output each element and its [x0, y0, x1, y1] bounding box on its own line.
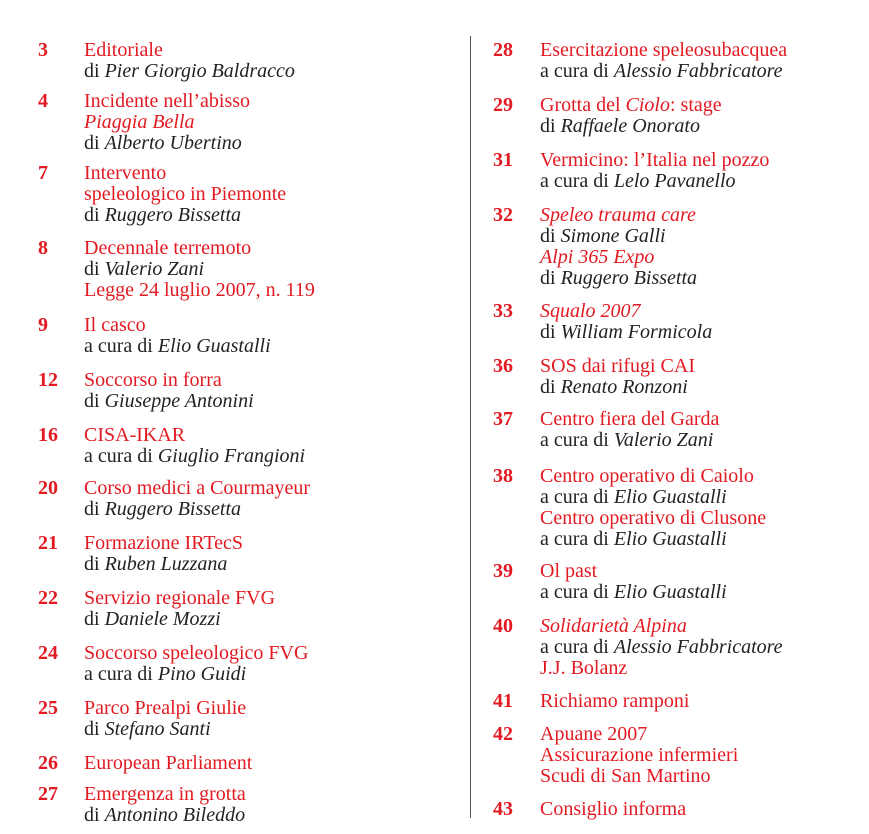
title-text: Solidarietà Alpina [540, 615, 687, 637]
title-text: Scudi di San Martino [540, 765, 711, 787]
entry-body [540, 561, 727, 603]
entry-body [84, 784, 246, 826]
author-name: Ruggero Bissetta [104, 498, 242, 520]
page-number: 12 [38, 369, 58, 391]
author-name: Elio Guastalli [613, 486, 727, 508]
entry-body [84, 238, 315, 301]
title-text: Alpi 365 Expo [540, 246, 655, 268]
author-prefix: a cura di [540, 60, 609, 82]
page-number: 25 [38, 697, 58, 719]
entry-body [84, 425, 305, 467]
entry-title [84, 478, 310, 499]
entry-body [540, 691, 689, 712]
author-prefix: a cura di [540, 581, 609, 603]
entry-body [84, 40, 295, 82]
title-text: CISA-IKAR [84, 424, 186, 446]
author-prefix: di [84, 718, 100, 740]
author-prefix: di [84, 553, 100, 575]
entry-author [84, 336, 271, 357]
page-number: 4 [38, 90, 48, 112]
author-name: Alessio Fabbricatore [613, 60, 783, 82]
entry-title [84, 163, 286, 184]
entry-author [540, 226, 697, 247]
author-name: Ruggero Bissetta [104, 204, 242, 226]
entry-body [540, 466, 766, 550]
entry-title [84, 238, 315, 259]
author-prefix: a cura di [540, 170, 609, 192]
title-text: Emergenza in grotta [84, 783, 246, 805]
author-name: Alberto Ubertino [104, 132, 242, 154]
author-prefix: di [84, 608, 100, 630]
entry-title [84, 784, 246, 805]
entry-title [540, 616, 783, 637]
entry-author [540, 116, 722, 137]
author-prefix: di [540, 115, 556, 137]
title-text: Servizio regionale FVG [84, 587, 276, 609]
author-name: Elio Guastalli [157, 335, 271, 357]
entry-author [540, 322, 712, 343]
author-name: Raffaele Onorato [560, 115, 700, 137]
title-text: Vermicino: l’Italia nel pozzo [540, 149, 770, 171]
author-name: Giuseppe Antonini [104, 390, 254, 412]
entry-body [540, 616, 783, 679]
entry-body [540, 799, 686, 820]
author-prefix: a cura di [84, 335, 153, 357]
title-text: Esercitazione speleosubacquea [540, 39, 788, 61]
author-prefix: a cura di [540, 636, 609, 658]
entry-author [540, 487, 766, 508]
title-text: European Parliament [84, 752, 253, 774]
author-prefix: a cura di [84, 445, 153, 467]
title-text: Il casco [84, 314, 146, 336]
title-text: Speleo trauma care [540, 204, 696, 226]
entry-author [84, 554, 243, 575]
entry-body [540, 356, 695, 398]
title-italic-part: Ciolo [625, 94, 670, 116]
entry-title [540, 356, 695, 377]
author-prefix: di [84, 132, 100, 154]
title-text: Centro operativo di Caiolo [540, 465, 754, 487]
entry-body [84, 753, 252, 774]
entry-title [540, 301, 712, 322]
page-number: 7 [38, 162, 48, 184]
entry-title [84, 315, 271, 336]
author-name: Valerio Zani [104, 258, 205, 280]
entry-title [84, 588, 275, 609]
page-number: 33 [493, 300, 513, 322]
entry-title [540, 766, 738, 787]
title-text: Piaggia Bella [84, 111, 195, 133]
entry-title [540, 745, 738, 766]
author-prefix: a cura di [540, 528, 609, 550]
entry-author [84, 205, 286, 226]
author-prefix: di [84, 804, 100, 826]
title-text: Parco Prealpi Giulie [84, 697, 247, 719]
author-prefix: a cura di [84, 663, 153, 685]
page-number: 27 [38, 783, 58, 805]
entry-author [540, 582, 727, 603]
author-name: Pino Guidi [157, 663, 247, 685]
entry-author [84, 133, 250, 154]
entry-title [540, 409, 719, 430]
author-prefix: di [84, 390, 100, 412]
entry-author [540, 268, 697, 289]
entry-title [84, 184, 286, 205]
entry-author [540, 430, 719, 451]
author-prefix: di [540, 225, 556, 247]
page-number: 28 [493, 39, 513, 61]
title-text: Formazione IRTecS [84, 532, 244, 554]
entry-body [540, 724, 738, 787]
entry-author [84, 719, 246, 740]
author-prefix: a cura di [540, 429, 609, 451]
entry-body [84, 478, 310, 520]
entry-title [540, 724, 738, 745]
title-text: Corso medici a Courmayeur [84, 477, 311, 499]
author-name: Lelo Pavanello [613, 170, 736, 192]
title-text: Legge 24 luglio 2007, n. 119 [84, 279, 315, 301]
author-name: Alessio Fabbricatore [613, 636, 783, 658]
author-prefix: di [84, 498, 100, 520]
entry-author [540, 171, 769, 192]
page-number: 16 [38, 424, 58, 446]
author-name: Daniele Mozzi [104, 608, 221, 630]
author-name: Pier Giorgio Baldracco [104, 60, 295, 82]
author-name: Simone Galli [560, 225, 666, 247]
entry-author [84, 61, 295, 82]
entry-body [84, 698, 246, 740]
title-text: Consiglio informa [540, 798, 687, 820]
page-number: 8 [38, 237, 48, 259]
page-number: 9 [38, 314, 48, 336]
page-number: 41 [493, 690, 513, 712]
entry-title [84, 112, 250, 133]
title-text: Grotta del [540, 94, 626, 116]
entry-body [84, 643, 308, 685]
entry-body [540, 409, 719, 451]
title-text: Assicurazione infermieri [540, 744, 739, 766]
author-prefix: di [540, 376, 556, 398]
entry-body [540, 150, 769, 192]
author-prefix: di [540, 267, 556, 289]
title-text: Decennale terremoto [84, 237, 252, 259]
entry-body [84, 91, 250, 154]
entry-body [84, 163, 286, 226]
title-text: J.J. Bolanz [540, 657, 628, 679]
page-number: 26 [38, 752, 58, 774]
page-number: 43 [493, 798, 513, 820]
entry-author [540, 377, 695, 398]
author-name: Valerio Zani [613, 429, 714, 451]
title-text: Incidente nell’abisso [84, 90, 251, 112]
entry-author [84, 664, 308, 685]
title-text: SOS dai rifugi CAI [540, 355, 695, 377]
entry-title [540, 150, 769, 171]
author-name: Ruben Luzzana [104, 553, 228, 575]
title-suffix: : stage [669, 94, 722, 116]
entry-title [540, 40, 787, 61]
entry-title [84, 280, 315, 301]
title-text: Intervento [84, 162, 167, 184]
title-text: Soccorso speleologico FVG [84, 642, 309, 664]
entry-author [84, 609, 275, 630]
page-number: 31 [493, 149, 513, 171]
entry-title [540, 691, 689, 712]
entry-author [84, 391, 254, 412]
entry-author [84, 446, 305, 467]
page-number: 29 [493, 94, 513, 116]
entry-author [540, 529, 766, 550]
author-name: William Formicola [560, 321, 713, 343]
author-name: Stefano Santi [104, 718, 211, 740]
entry-title [540, 799, 686, 820]
entry-title [84, 370, 254, 391]
entry-body [84, 533, 243, 575]
title-text: Richiamo ramponi [540, 690, 690, 712]
entry-title [540, 205, 697, 226]
page-number: 24 [38, 642, 58, 664]
entry-title [84, 425, 305, 446]
author-name: Renato Ronzoni [560, 376, 688, 398]
entry-title [84, 643, 308, 664]
entry-title [540, 658, 783, 679]
title-text: Centro fiera del Garda [540, 408, 720, 430]
author-name: Giuglio Frangioni [157, 445, 306, 467]
page-number: 38 [493, 465, 513, 487]
author-prefix: di [540, 321, 556, 343]
entry-title [540, 561, 727, 582]
page-number: 21 [38, 532, 58, 554]
entry-title [84, 533, 243, 554]
title-text: Squalo 2007 [540, 300, 641, 322]
entry-title [540, 95, 722, 116]
entry-title [84, 698, 246, 719]
author-name: Antonino Bileddo [104, 804, 246, 826]
entry-author [540, 637, 783, 658]
page-number: 3 [38, 39, 48, 61]
column-divider [470, 36, 471, 818]
title-text: Apuane 2007 [540, 723, 648, 745]
author-prefix: di [84, 60, 100, 82]
entry-author [84, 805, 246, 826]
page-number: 20 [38, 477, 58, 499]
title-text: Soccorso in forra [84, 369, 222, 391]
entry-author [84, 499, 310, 520]
entry-title [84, 91, 250, 112]
author-prefix: di [84, 204, 100, 226]
entry-title [540, 466, 766, 487]
author-name: Elio Guastalli [613, 528, 727, 550]
author-name: Elio Guastalli [613, 581, 727, 603]
author-name: Ruggero Bissetta [560, 267, 698, 289]
page-number: 39 [493, 560, 513, 582]
page-number: 22 [38, 587, 58, 609]
author-prefix: a cura di [540, 486, 609, 508]
entry-title [84, 753, 252, 774]
author-prefix: di [84, 258, 100, 280]
title-text: Ol past [540, 560, 598, 582]
page-number: 40 [493, 615, 513, 637]
entry-body [84, 315, 271, 357]
title-text: Editoriale [84, 39, 163, 61]
entry-body [540, 205, 697, 289]
entry-body [540, 95, 722, 137]
entry-author [84, 259, 315, 280]
page-number: 42 [493, 723, 513, 745]
entry-body [540, 301, 712, 343]
entry-author [540, 61, 787, 82]
page-number: 32 [493, 204, 513, 226]
entry-body [84, 588, 275, 630]
entry-title [540, 247, 697, 268]
title-text: speleologico in Piemonte [84, 183, 287, 205]
entry-body [84, 370, 254, 412]
entry-title [84, 40, 295, 61]
title-text: Centro operativo di Clusone [540, 507, 767, 529]
page-number: 36 [493, 355, 513, 377]
entry-body [540, 40, 787, 82]
entry-title [540, 508, 766, 529]
page-number: 37 [493, 408, 513, 430]
